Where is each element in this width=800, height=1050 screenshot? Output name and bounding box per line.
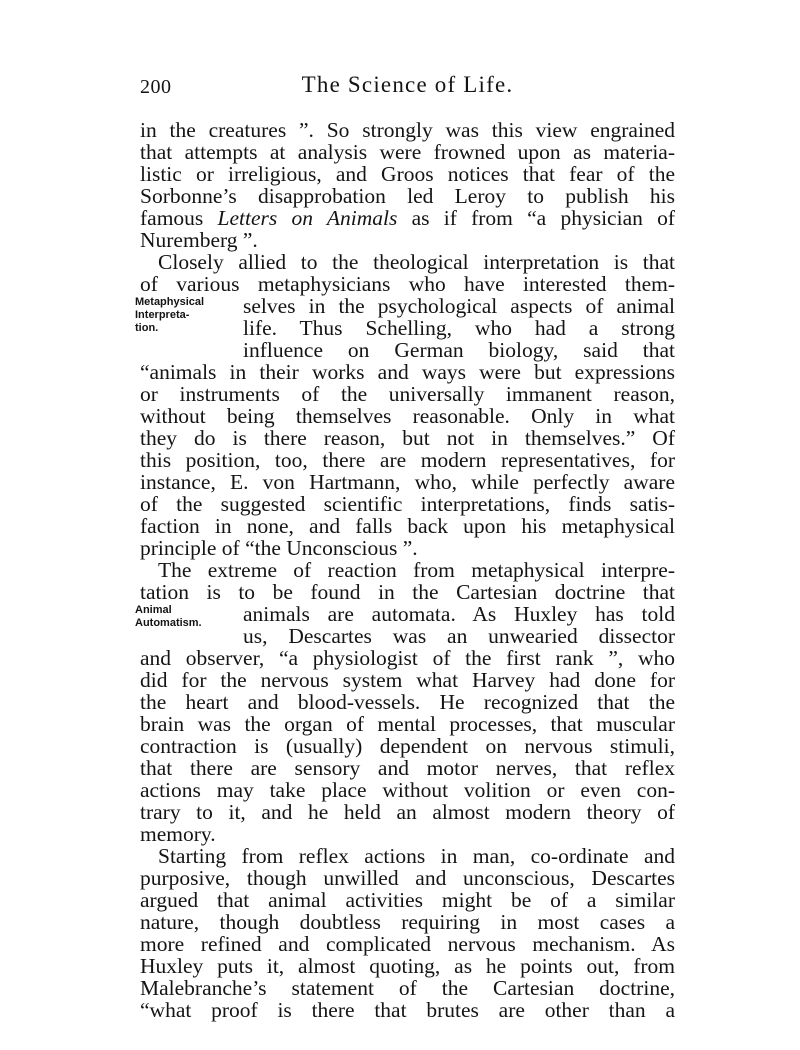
italic-book-title: Letters on Animals [217,206,398,230]
paragraph-start-line: The extreme of reaction from metaphysical interpre- [158,558,675,582]
running-head-title: The Science of Life. [301,72,514,97]
text-line: tation is to be found in the Cartesian doctrine that [140,580,675,604]
text-line: of various metaphysicians who have interested them- [140,272,675,296]
text-line: or instruments of the universally immanent reason, [140,382,675,406]
text-line: Sorbonne’s disapprobation led Leroy to publish his [140,184,675,208]
text-line: Nuremberg ”. [140,228,258,252]
text-line: Malebranche’s statement of the Cartesian doctrine, [140,976,675,1000]
text-line: nature, though doubtless requiring in most cases a [140,910,675,934]
text-line: listic or irreligious, and Groos notices that fear of the [140,162,675,186]
text-line: that attempts at analysis were frowned upon as materia- [140,140,675,164]
text-line: they do is there reason, but not in themselves.” Of [140,426,675,450]
text-line: faction in none, and falls back upon his metaphysical [140,514,675,538]
marginal-note-automatism: Animal Automatism. [135,604,202,629]
text-line: instance, E. von Hartmann, who, while perfectly aware [140,470,675,494]
text-line: brain was the organ of mental processes, that muscular [140,712,675,736]
text-line: trary to it, and he held an almost modern theory of [140,800,675,824]
body-text [135,118,676,1022]
text-line: without being themselves reasonable. Only in what [140,404,675,428]
text-line: and observer, “a physiologist of the first rank ”, who [140,646,675,670]
page-header [140,72,675,104]
text-line: argued that animal activities might be of a similar [140,888,675,912]
text-line: animals are automata. As Huxley has told [243,602,675,626]
text-line: Huxley puts it, almost quoting, as he points out, from [140,954,675,978]
text-line: in the creatures ”. So strongly was this view engrained [140,118,675,142]
text-line: selves in the psychological aspects of animal [243,294,675,318]
text-line: memory. [140,822,216,846]
text-line: did for the nervous system what Harvey had done for [140,668,675,692]
text-line: this position, too, there are modern representatives, for [140,448,675,472]
text-line: “what proof is there that brutes are other than a [140,998,675,1022]
text-line: principle of “the Unconscious ”. [140,536,418,560]
page-number: 200 [140,76,172,98]
text-line: influence on German biology, said that [243,338,675,362]
text-line: us, Descartes was an unwearied dissector [243,624,675,648]
paragraph-start-line: Starting from reflex actions in man, co-ordinate and [158,844,675,868]
text-line: more refined and complicated nervous mechanism. As [140,932,675,956]
text-line: actions may take place without volition or even con- [140,778,675,802]
text-line: life. Thus Schelling, who had a strong [243,316,675,340]
marginal-note-metaphysical: Metaphysical Interpreta- tion. [135,296,205,334]
text-line: famous Letters on Animals as if from “a physician of [140,206,676,230]
text-line: contraction is (usually) dependent on nervous stimuli, [140,734,675,758]
text-line: purposive, though unwilled and unconscious, Descartes [140,866,675,890]
paragraph-start-line: Closely allied to the theological interpretation is that [158,250,675,274]
text-line: “animals in their works and ways were but expressions [140,360,675,384]
text-line: the heart and blood-vessels. He recognized that the [140,690,675,714]
text-line: that there are sensory and motor nerves, that reflex [140,756,675,780]
text-line: of the suggested scientific interpretations, finds satis- [140,492,675,516]
